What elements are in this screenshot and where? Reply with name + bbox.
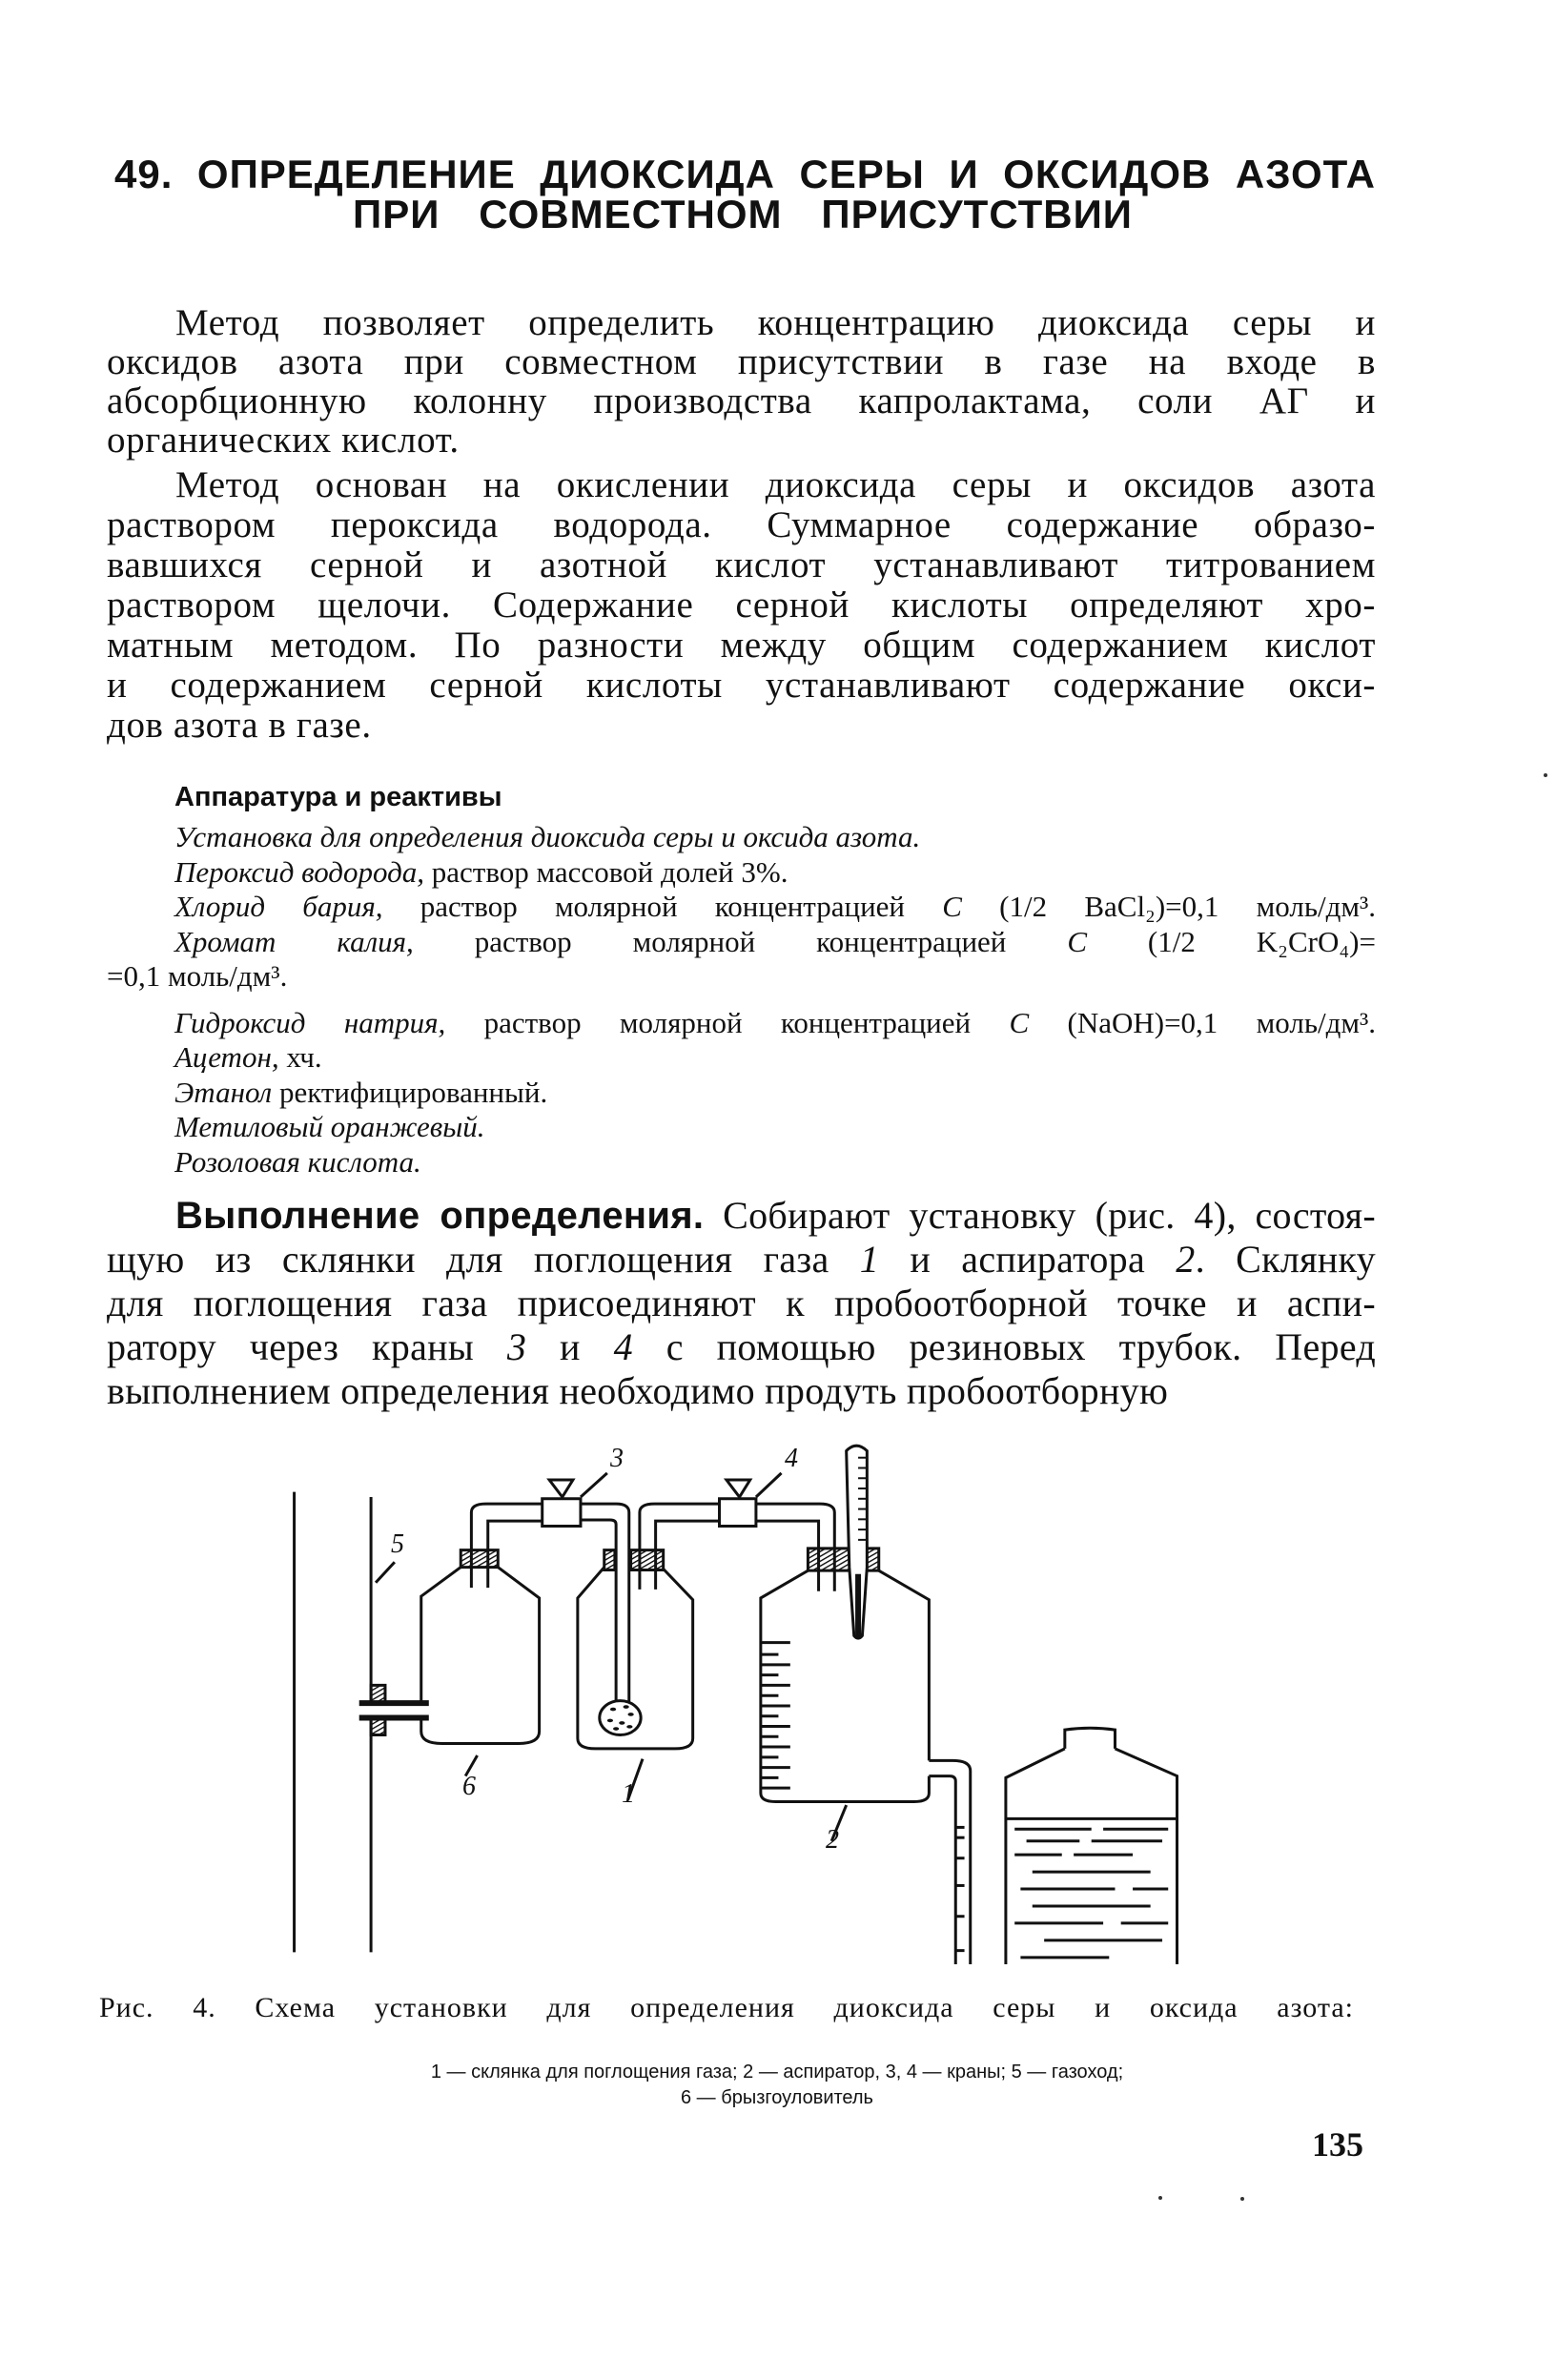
text-segment: 3: [506, 1325, 527, 1368]
run-in-heading: Выполнение определения.: [175, 1195, 705, 1237]
graduation-marks: [761, 1643, 790, 1789]
text-line: [174, 820, 1376, 855]
text-line: [174, 1040, 1376, 1076]
scan-speck: [1544, 773, 1547, 777]
text-segment: Метиловый оранжевый.: [174, 1110, 485, 1143]
text-segment: хч.: [278, 1040, 322, 1074]
text-segment: Этанол: [174, 1075, 273, 1109]
text-segment: C: [1067, 924, 1087, 958]
text-line: [107, 959, 1376, 995]
paragraph-method-principle: [107, 465, 1376, 746]
section-title-line2: ПРИ СОВМЕСТНОМ ПРИСУТСТВИИ: [353, 192, 1133, 236]
label-valve-4: 4: [785, 1444, 798, 1473]
text-line: [174, 1076, 1376, 1111]
text-line: [107, 381, 1376, 421]
text-line: [174, 890, 1376, 925]
splash-trap-bottle-6: [421, 1550, 540, 1776]
text-line: [107, 545, 1376, 585]
text-line: [107, 1282, 1376, 1325]
figure-legend-line2: 6 — брызгоуловитель: [681, 2087, 873, 2108]
text-segment: 1: [859, 1238, 880, 1281]
label-aspirator-2: 2: [826, 1825, 839, 1855]
label-valve-3: 3: [610, 1444, 624, 1473]
text-segment: (1/2 K₂CrO₄)=: [1087, 924, 1376, 958]
reagents-list: [107, 820, 1377, 1180]
scan-speck: [1240, 2197, 1244, 2201]
text-segment: раствором пероксида водорода. Суммарное содержание образо-: [107, 504, 1376, 545]
text-segment: матным методом. По разности между общим содержанием кислот: [107, 625, 1376, 666]
text-segment: Хлорид бария,: [174, 890, 383, 923]
text-segment: абсорбционную колонну производства капролактама, соли АГ и: [107, 380, 1376, 421]
water-reservoir-bottle: [955, 1728, 1177, 1964]
text-segment: (NaOH)=0,1 моль/дм³.: [1029, 1005, 1376, 1039]
figure-caption: Рис. 4. Схема установки для определения диоксида серы и оксида азота:: [99, 1992, 1354, 2023]
text-segment: вавшихся серной и азотной кислот устанавливают титрованием: [107, 544, 1376, 585]
label-bottle-1: 1: [622, 1779, 635, 1809]
label-bottle-6: 6: [462, 1772, 476, 1801]
aspirator-bottle-2: [761, 1549, 930, 1841]
text-segment: дов азота в газе.: [107, 705, 372, 746]
text-segment: Установка для определения диоксида серы и оксида азота.: [174, 820, 921, 853]
valve-3: [543, 1473, 607, 1527]
text-segment: оксидов азота при совместном присутствии в газе на входе в: [107, 341, 1376, 382]
text-line: [107, 303, 1376, 342]
text-line: [174, 855, 1376, 891]
text-segment: =0,1 моль/дм³.: [107, 959, 288, 993]
text-segment: раствор молярной концентрацией: [445, 1005, 1010, 1039]
scan-speck: [1158, 2196, 1162, 2200]
text-line: [107, 505, 1376, 545]
text-segment: раствором щелочи. Содержание серной кислоты определяют хро-: [107, 585, 1376, 626]
text-segment: раствор массовой долей 3%.: [424, 854, 788, 889]
text-segment: ректифицированный.: [272, 1075, 548, 1109]
text-segment: Розоловая кислота.: [174, 1144, 421, 1179]
text-segment: . Склянку: [1195, 1238, 1376, 1281]
liquid-level-dashes: [955, 1827, 1168, 1964]
text-segment: C: [1009, 1005, 1030, 1039]
text-segment: выполнением определения необходимо продуть пробоотборную: [107, 1369, 1169, 1412]
text-segment: 4: [613, 1325, 633, 1368]
section-title-line1: 49. ОПРЕДЕЛЕНИЕ ДИОКСИДА СЕРЫ И ОКСИДОВ АЗОТА: [114, 152, 1376, 196]
text-segment: ратору через краны: [107, 1325, 507, 1368]
figure-legend-line1: 1 — склянка для поглощения газа; 2 — аспиратор, 3, 4 — краны; 5 — газоход;: [430, 2062, 1124, 2082]
absorption-bottle-1: [578, 1550, 693, 1800]
text-line: [174, 1110, 1376, 1145]
text-segment: Гидроксид натрия,: [174, 1005, 446, 1039]
text-segment: органических кислот.: [107, 420, 460, 461]
text-segment: Метод позволяет определить концентрацию диоксида серы и: [175, 302, 1376, 343]
text-segment: Ацетон,: [174, 1040, 279, 1074]
thermometer: [847, 1446, 868, 1638]
text-segment: Пероксид водорода,: [174, 854, 425, 889]
text-segment: и: [526, 1325, 614, 1368]
text-line: [174, 1145, 1376, 1180]
text-line: [107, 1325, 1376, 1369]
text-segment: раствор молярной концентрацией: [413, 924, 1068, 958]
text-line: [174, 925, 1376, 960]
text-line: [107, 465, 1376, 505]
paragraph-execution: [107, 1194, 1376, 1413]
text-line: [107, 626, 1376, 666]
text-line: [107, 342, 1376, 381]
text-line: [107, 1369, 1376, 1413]
text-segment: 2: [1176, 1238, 1196, 1281]
text-segment: для поглощения газа присоединяют к пробоотборной точке и аспи-: [107, 1282, 1376, 1324]
gas-duct-5: [359, 1497, 429, 1952]
label-gas-duct-5: 5: [391, 1529, 404, 1559]
valve-4: [720, 1473, 782, 1527]
text-segment: C: [942, 890, 962, 923]
text-line: [174, 1006, 1376, 1041]
text-line: [107, 1238, 1376, 1282]
text-segment: Хромат калия,: [174, 924, 414, 958]
text-segment: Метод основан на окислении диоксида серы и оксидов азота: [175, 464, 1376, 505]
text-line: [107, 666, 1376, 706]
reagents-heading: Аппаратура и реактивы: [174, 782, 502, 812]
paragraph-method-scope: [107, 303, 1376, 460]
text-line: [107, 421, 1376, 460]
text-segment: с помощью резиновых трубок. Перед: [632, 1325, 1377, 1368]
page-number: 135: [1312, 2125, 1363, 2164]
text-segment: и содержанием серной кислоты устанавливают содержание окси-: [107, 665, 1376, 706]
text-segment: (1/2 BaCl₂)=0,1 моль/дм³.: [961, 890, 1377, 923]
text-segment: Собирают установку (рис. 4), состоя-: [704, 1194, 1376, 1237]
text-line: [107, 585, 1376, 626]
figure-legend: [191, 2060, 1363, 2111]
text-segment: и аспиратора: [879, 1238, 1177, 1281]
text-segment: раствор молярной концентрацией: [382, 890, 943, 923]
text-line: [107, 1194, 1376, 1238]
text-line: [107, 706, 1376, 746]
apparatus-diagram: [276, 1430, 1192, 1964]
text-segment: щую из склянки для поглощения газа: [107, 1238, 860, 1281]
tubing: [471, 1504, 1002, 1964]
